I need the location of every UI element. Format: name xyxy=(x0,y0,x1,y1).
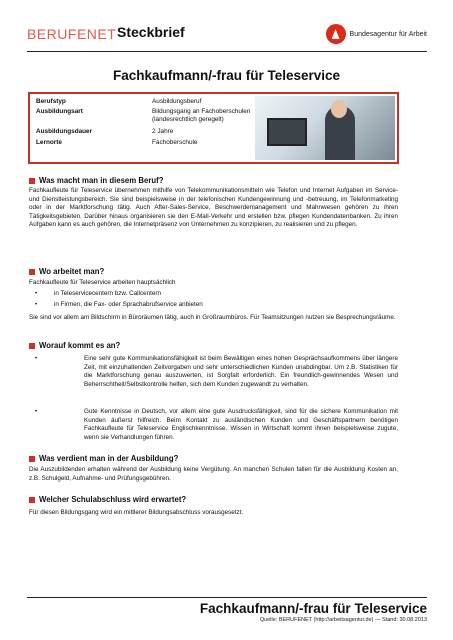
section-heading xyxy=(29,454,178,463)
monitor-shape xyxy=(267,118,307,146)
section-heading xyxy=(29,495,186,504)
bullet-square-icon xyxy=(29,343,35,349)
info-value: Ausbildungsberuf xyxy=(152,98,202,105)
info-value: Fachoberschule xyxy=(152,139,198,146)
info-value: Bildungsgang an Fachoberschulen (landesrechtlich geregelt) xyxy=(152,108,251,123)
section-text: Für diesen Bildungsgang wird ein mittlerer Bildungsabschluss vorausgesetzt. xyxy=(29,509,244,516)
bullet-square-icon xyxy=(29,178,35,184)
page-title: Fachkaufmann/-frau für Teleservice xyxy=(112,68,341,83)
section-heading-text: Welcher Schulabschluss wird erwartet? xyxy=(39,495,187,504)
section-heading xyxy=(29,176,164,185)
section-heading xyxy=(29,341,120,350)
section-heading xyxy=(29,267,104,276)
section-heading-text: Was macht man in diesem Beruf? xyxy=(39,176,164,185)
section-heading-text: Was verdient man in der Ausbildung? xyxy=(39,454,179,463)
section-heading-text: Worauf kommt es an? xyxy=(39,341,121,350)
footer-title: Fachkaufmann/-frau für Teleservice xyxy=(199,601,427,616)
agency-name: Bundesagentur für Arbeit xyxy=(349,30,427,38)
info-key: Berufstyp xyxy=(36,98,66,105)
list-item-text: in Teleservicecentern bzw. Callcentern xyxy=(54,290,161,297)
bullet-square-icon xyxy=(29,456,35,462)
section-text: Fachkaufleute für Teleservice übernehmen mithilfe von Telekommunikationsmitteln wie Telefon und Internet Aufgaben im Service- und Dienstleistungsbereich. Sie sind beispielsweise in der telefonischen Kundengewinnung und -betreuung, im Telefonmarketing oder in der Marktforschung tätig. Auch After-Sales-Service, Beschwerdemanagement und Mahnwesen gehören zu ihren Tätigkeitsgebieten. Darüber hinaus organisieren sie den E-Mail-Verkehr und erstellen bzw. pflegen Kundendatenbanken. Zu ihren Aufgaben kann es auch gehören, die Internetpräsenz von Unternehmen zu konzipieren, zu realisieren und zu pflegen. xyxy=(29,187,398,228)
list-item-text: in Firmen, die Fax- oder Sprachabrufservice anbieten xyxy=(54,301,203,308)
info-value: 2 Jahre xyxy=(152,128,174,135)
berufenet-logo: BERUFENET xyxy=(27,26,117,42)
section-text: Fachkaufleute für Teleservice arbeiten hauptsächlich xyxy=(29,279,176,286)
info-key: Lernorte xyxy=(36,139,62,146)
office-photo xyxy=(255,96,395,160)
section-heading-text: Wo arbeitet man? xyxy=(39,267,105,276)
section-text: Sie sind vor allem am Bildschirm in Büroräumen tätig, auch in Großraumbüros. Für Teamsitzungen nutzen sie Besprechungsräume. xyxy=(29,314,396,321)
info-key: Ausbildungsart xyxy=(36,108,83,115)
page-header xyxy=(27,20,427,52)
agency-logo xyxy=(326,24,427,44)
list-item-text: Eine sehr gute Kommunikationsfähigkeit ist beim Bewältigen eines hohen Gesprächsaufkommens über längere Zeit, mit einzuhaltenden Zeitvorgaben und sehr unterschiedlichen Kunden unabdingbar. Um z.B. Statistiken für die Marktforschung genau auszuwerten, ist Sorgfalt erforderlich. Ein freundlich-gewinnendes Wesen und Beherrschtheit/Selbstkontrolle helfen, sich dem Kunden zugewandt zu verhalten. xyxy=(84,355,398,388)
agency-emblem-icon xyxy=(326,24,346,44)
bullet-square-icon xyxy=(29,269,35,275)
info-box xyxy=(28,92,399,164)
page-footer xyxy=(27,597,427,623)
footer-source: Quelle: BERUFENET (http://arbeitsagentur.de) — Stand: 30.08.2013 xyxy=(259,617,427,623)
section-label: Steckbrief xyxy=(117,24,185,40)
bullet-square-icon xyxy=(29,497,35,503)
list-item-text: Gute Kenntnisse in Deutsch, vor allem eine gute Ausdrucksfähigkeit, sind für die sichere Kommunikation mit Kunden äußerst hilfreich. Beim Kontakt zu ausländischen Kunden und Geschäftspartnern benötigen Fachkaufleute für Teleservice Englischkenntnisse. Wissen in Wirtschaft kommt ihnen beispielsweise zugute, wenn sie Verhandlungen führen. xyxy=(84,408,398,441)
info-key: Ausbildungsdauer xyxy=(36,128,93,135)
section-text: Die Auszubildenden erhalten während der Ausbildung keine Vergütung. An manchen Schulen fallen für die Ausbildung Kosten an, z.B. Schulgeld, Aufnahme- und Prüfungsgebühren. xyxy=(29,466,398,482)
person-head-shape xyxy=(331,100,347,118)
